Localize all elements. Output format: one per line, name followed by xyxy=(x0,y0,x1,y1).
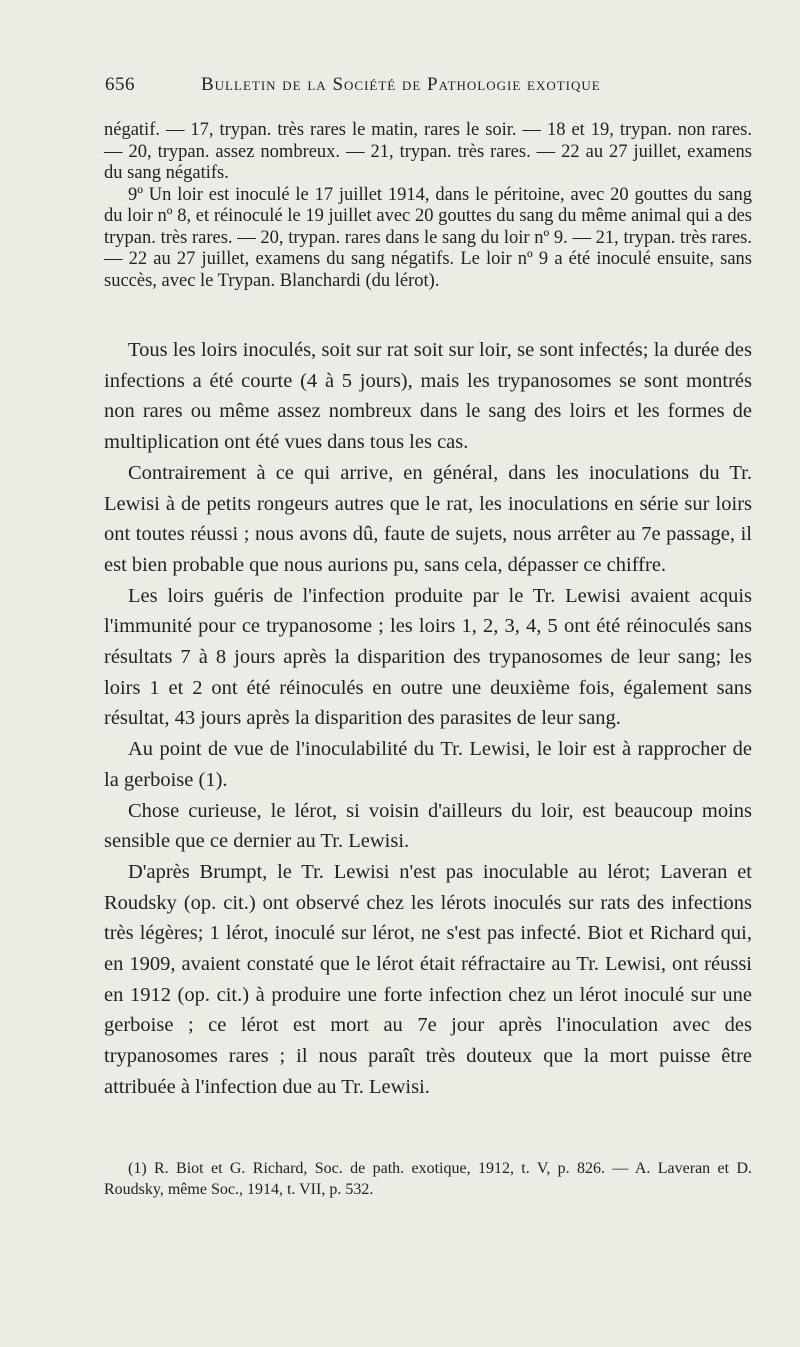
paragraph: D'après Brumpt, le Tr. Lewisi n'est pas inoculable au lérot; Laveran et Roudsky (op. cit.) ont observé chez les lérots inoculés sur rats des infections très légères; 1 lérot, inoculé sur lérot, ne s'est pas infecté. Biot et Richard qui, en 1909, avaient constaté que le lérot était réfractaire au Tr. Lewisi, ont réussi en 1912 (op. cit.) à produire une forte infection chez un lérot inoculé sur une gerboise ; ce lérot est mort au 7e jour après l'inoculation avec des trypanosomes rares ; il nous paraît très douteux que la mort puisse être attribuée à l'infection due au Tr. Lewisi. xyxy=(104,860,752,1098)
main-text xyxy=(104,335,752,1103)
experiment-note-9: 9º Un loir est inoculé le 17 juillet 1914, dans le péritoine, avec 20 gouttes du sang du loir nº 8, et réinoculé le 19 juillet avec 20 gouttes du sang du même animal qui a des trypan. très rares. — 20, trypan. rares dans le sang du loir nº 9. — 21, trypan. très rares. — 22 au 27 juillet, examens du sang négatifs. Le loir nº 9 a été inoculé ensuite, sans succès, avec le Trypan. Blanchardi (du lérot). xyxy=(104,184,752,291)
experiment-notes xyxy=(104,120,752,292)
paragraph: Contrairement à ce qui arrive, en général, dans les inoculations du Tr. Lewisi à de petits rongeurs autres que le rat, les inoculations en série sur loirs ont toutes réussi ; nous avons dû, faute de sujets, nous arrêter au 7e passage, il est bien probable que nous aurions pu, sans cela, dépasser ce chiffre. xyxy=(104,461,752,576)
experiment-note-8-end: négatif. — 17, trypan. très rares le matin, rares le soir. — 18 et 19, trypan. non rares. — 20, trypan. assez nombreux. — 21, trypan. très rares. — 22 au 27 juillet, examens du sang négatifs. xyxy=(104,120,752,183)
paragraph: Tous les loirs inoculés, soit sur rat soit sur loir, se sont infectés; la durée des infections a été courte (4 à 5 jours), mais les trypanosomes se sont montrés non rares ou même assez nombreux dans le sang des loirs et les formes de multiplication ont été vues dans tous les cas. xyxy=(104,339,752,454)
page-number: 656 xyxy=(105,74,135,95)
paragraph: Les loirs guéris de l'infection produite par le Tr. Lewisi avaient acquis l'immunité pour ce trypanosome ; les loirs 1, 2, 3, 4, 5 ont été réinoculés sans résultats 7 à 8 jours après la disparition des trypanosomes de leur sang; les loirs 1 et 2 ont été réinoculés en outre une deuxième fois, également sans résultat, 43 jours après la disparition des parasites de leur sang. xyxy=(104,584,752,730)
footnote xyxy=(104,1158,752,1200)
paragraph: Au point de vue de l'inoculabilité du Tr. Lewisi, le loir est à rapprocher de la gerboise (1). xyxy=(104,738,752,791)
paragraph: Chose curieuse, le lérot, si voisin d'ailleurs du loir, est beaucoup moins sensible que ce dernier au Tr. Lewisi. xyxy=(104,799,752,853)
running-header xyxy=(105,74,665,102)
footnote-text: (1) R. Biot et G. Richard, Soc. de path. exotique, 1912, t. V, p. 826. — A. Laveran et D. Roudsky, même Soc., 1914, t. VII, p. 532. xyxy=(104,1160,752,1198)
running-title: Bulletin de la Société de Pathologie exotique xyxy=(201,74,601,95)
